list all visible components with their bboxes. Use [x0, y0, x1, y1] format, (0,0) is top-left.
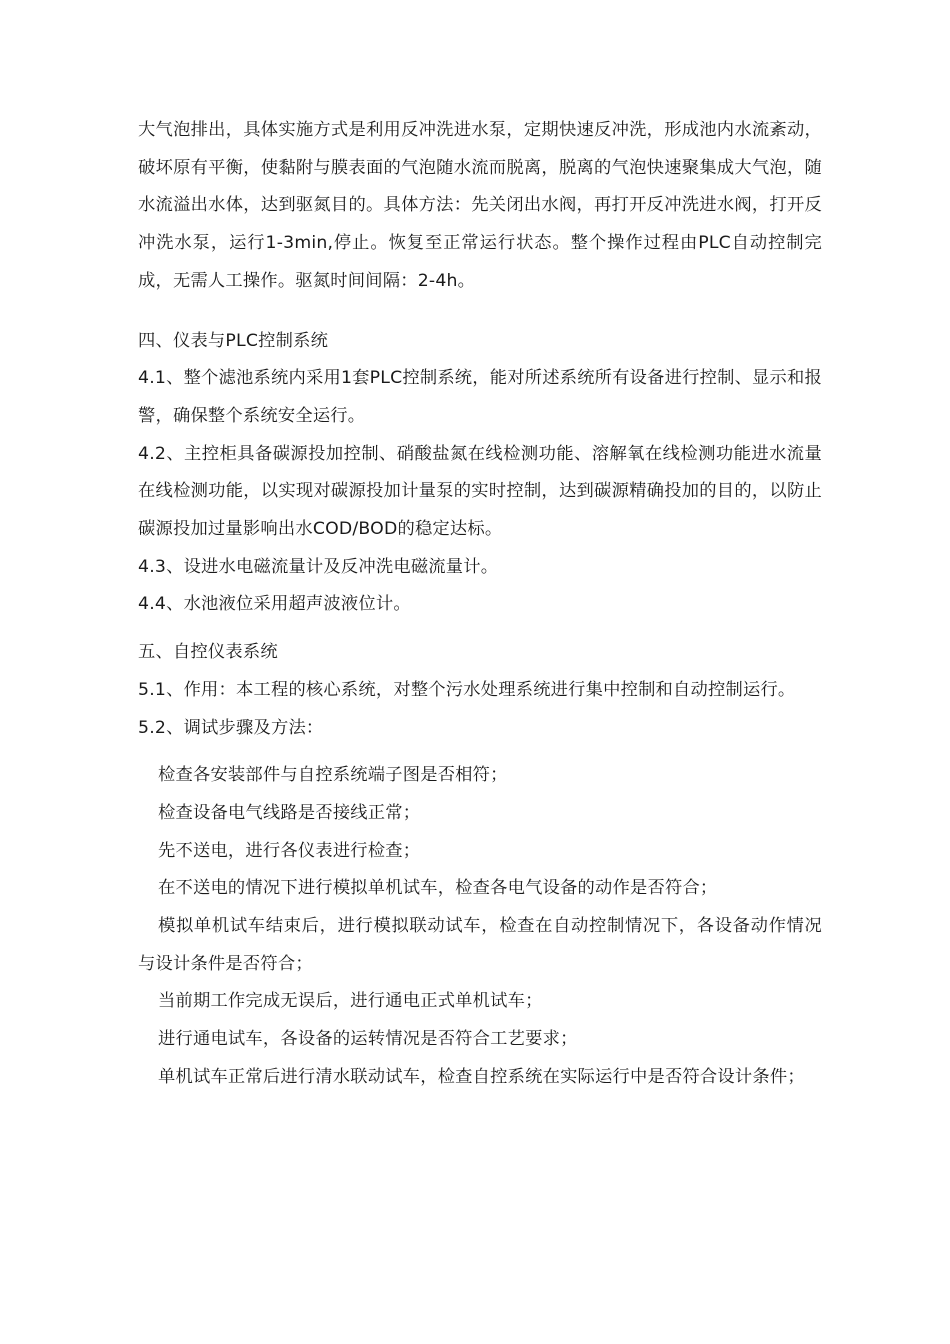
section-4-item-4-3: 4.3、设进水电磁流量计及反冲洗电磁流量计。 — [138, 556, 499, 577]
debug-step: 检查各安装部件与自控系统端子图是否相符； — [158, 765, 508, 786]
intro-paragraph: 大气泡排出，具体实施方式是利用反冲洗进水泵，定期快速反冲洗，形成池内水流紊动，破坏原有平衡，使黏附与膜表面的气泡随水流而脱离，脱离的气泡快速聚集成大气泡，随水流溢出水体，达到驱氮目的。具体方法：先关闭出水阀，再打开反冲洗进水阀，打开反冲洗水泵，运行1-3min,停止。恢复至正常运行状态。整个操作过程由PLC自动控制完成，无需人工操作。驱氮时间间隔：2-4h。 — [138, 120, 822, 291]
debug-step: 当前期工作完成无误后，进行通电正式单机试车； — [158, 991, 543, 1012]
section-4-item-4-2: 4.2、主控柜具备碳源投加控制、硝酸盐氮在线检测功能、溶解氧在线检测功能进水流量在线检测功能，以实现对碳源投加计量泵的实时控制，达到碳源精确投加的目的，以防止碳源投加过量影响出水COD/BOD的稳定达标。 — [138, 443, 822, 540]
debug-step: 模拟单机试车结束后，进行模拟联动试车，检查在自动控制情况下，各设备动作情况与设计条件是否符合； — [138, 916, 822, 974]
debug-steps-list — [138, 757, 822, 1096]
debug-step: 检查设备电气线路是否接线正常； — [158, 802, 421, 823]
section-4-item-4-4: 4.4、水池液位采用超声波液位计。 — [138, 594, 411, 615]
section-5-item-5-1: 5.1、作用：本工程的核心系统，对整个污水处理系统进行集中控制和自动控制运行。 — [138, 679, 796, 700]
debug-step: 先不送电，进行各仪表进行检查； — [158, 840, 421, 861]
debug-step: 进行通电试车，各设备的运转情况是否符合工艺要求； — [158, 1029, 578, 1050]
debug-step: 在不送电的情况下进行模拟单机试车，检查各电气设备的动作是否符合； — [158, 878, 718, 899]
section-5-heading: 五、自控仪表系统 — [138, 642, 278, 663]
document-body — [138, 112, 822, 1097]
section-4-item-4-1: 4.1、整个滤池系统内采用1套PLC控制系统，能对所述系统所有设备进行控制、显示和报警，确保整个系统安全运行。 — [138, 368, 822, 426]
section-5-item-5-2: 5.2、调试步骤及方法： — [138, 717, 324, 738]
debug-step: 单机试车正常后进行清水联动试车，检查自控系统在实际运行中是否符合设计条件； — [158, 1066, 805, 1087]
section-4-heading: 四、仪表与PLC控制系统 — [138, 330, 329, 351]
